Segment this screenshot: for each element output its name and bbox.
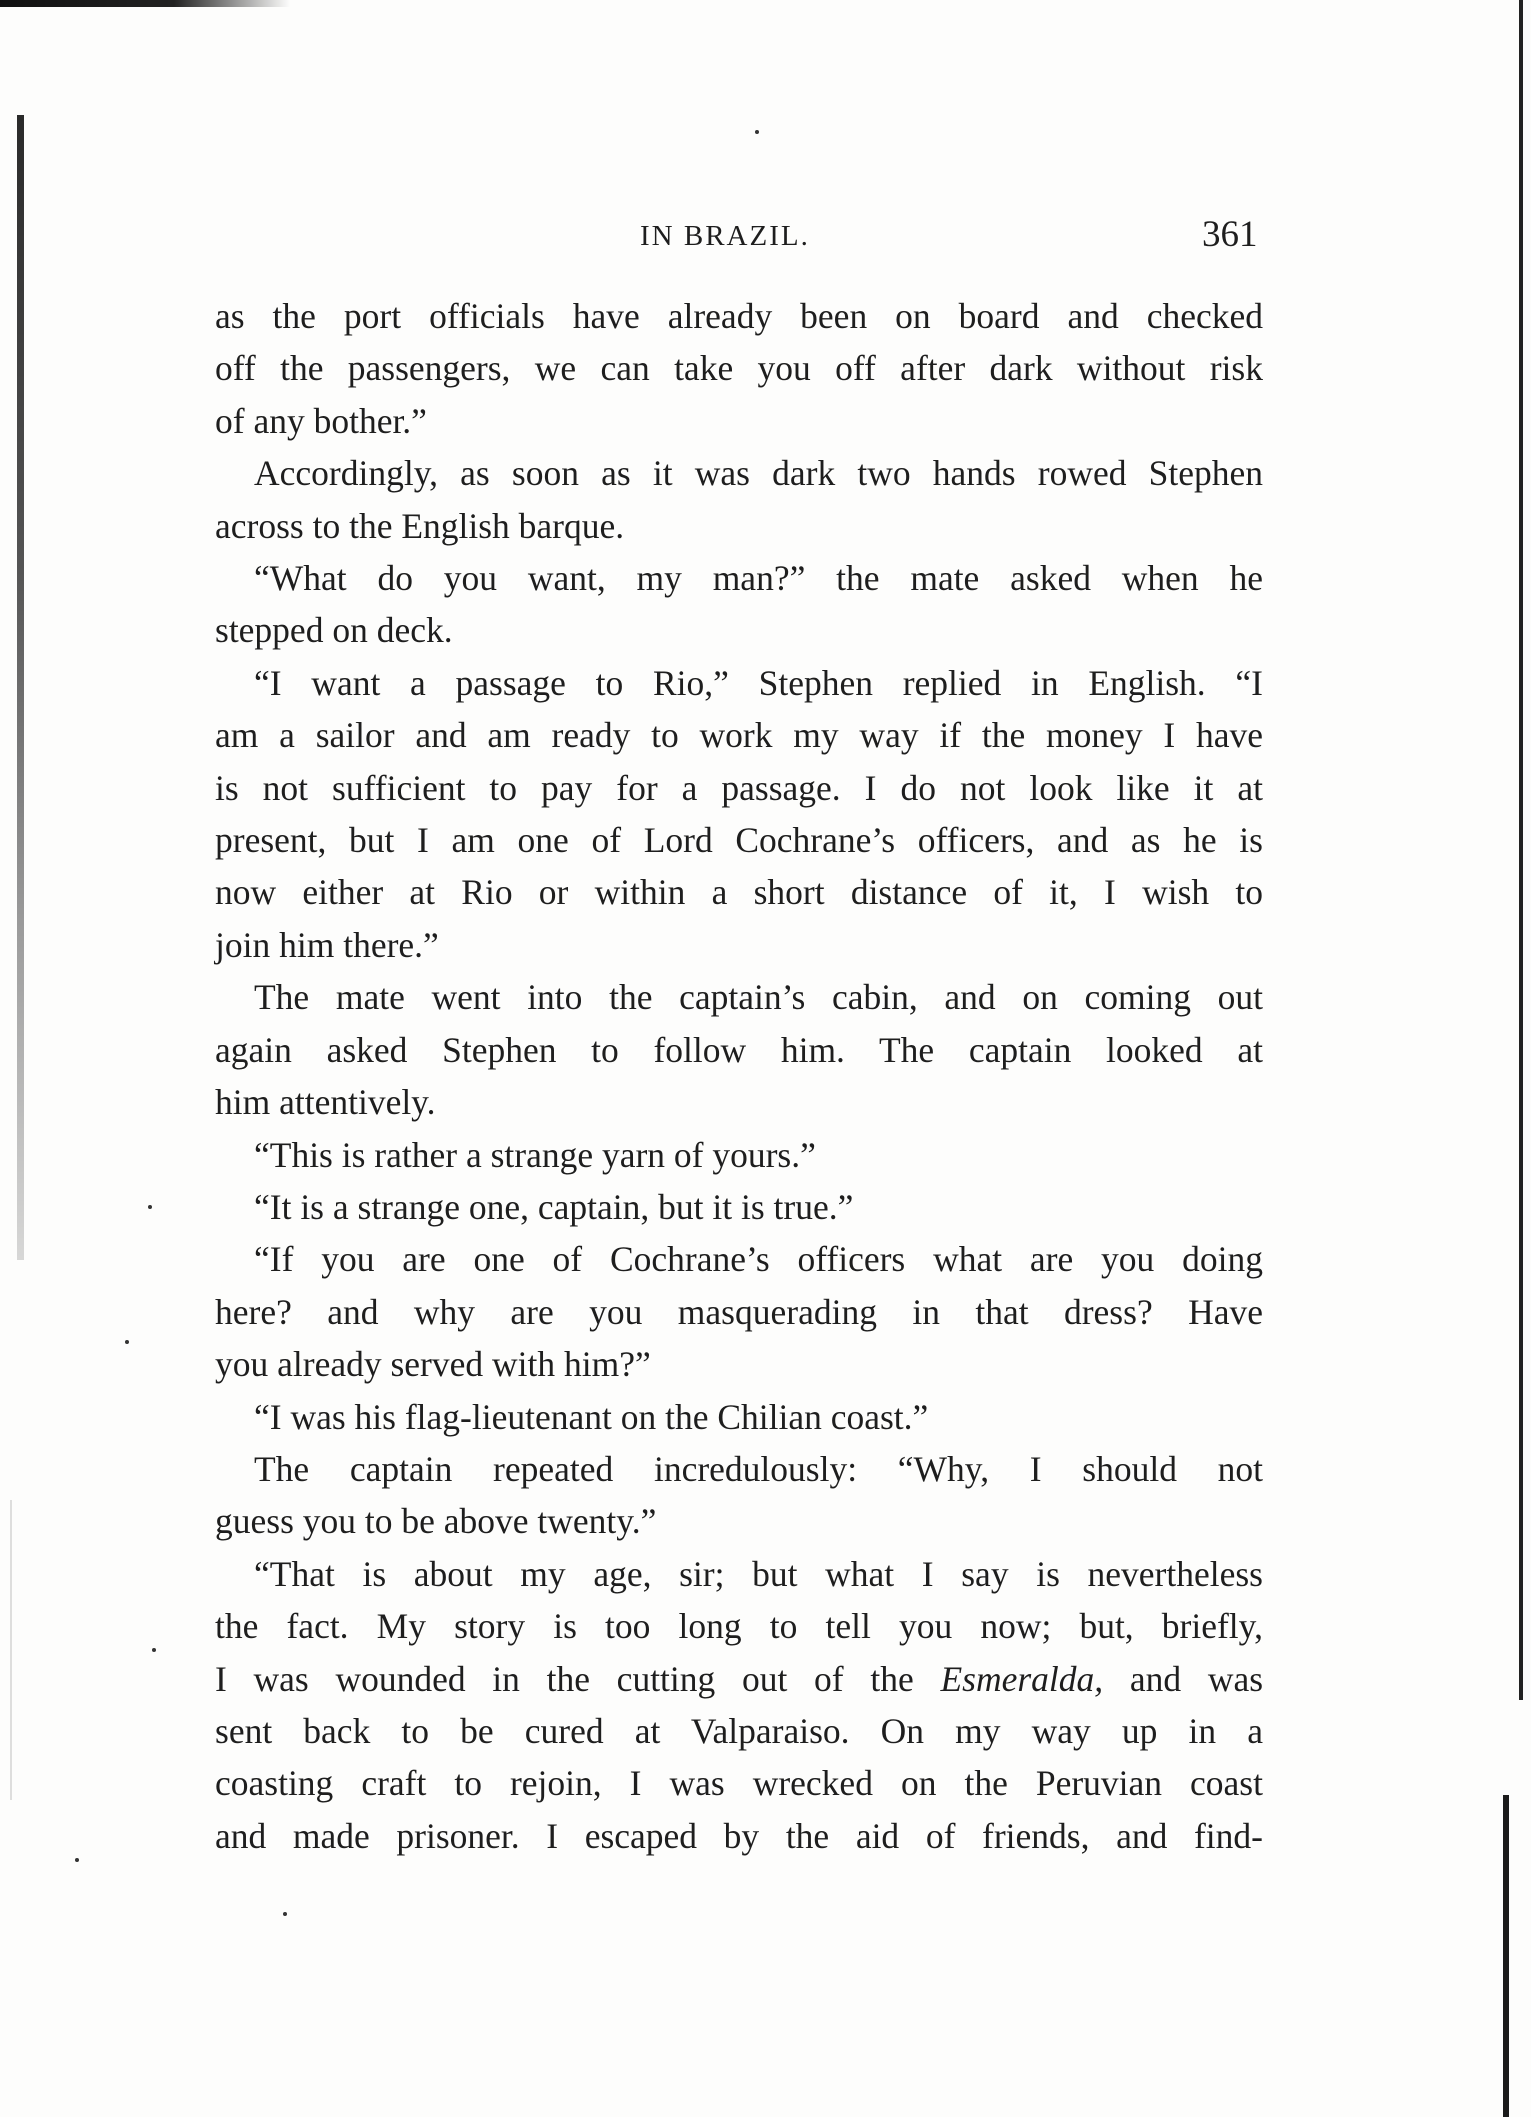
text-line: of any bother.” bbox=[215, 400, 427, 441]
text-line: coasting craft to rejoin, I was wrecked on the Peruvian coast bbox=[215, 1763, 1263, 1804]
scan-artifact-right-edge-lower bbox=[1503, 1795, 1509, 2117]
running-head: IN BRAZIL. bbox=[640, 220, 810, 252]
text-line: The captain repeated incredulously: “Why, I should not bbox=[254, 1448, 1263, 1489]
text-line: Accordingly, as soon as it was dark two hands rowed Stephen bbox=[254, 453, 1263, 494]
text-line: present, but I am one of Lord Cochrane’s officers, and as he is bbox=[215, 820, 1263, 861]
text-line: “I want a passage to Rio,” Stephen replied in English. “I bbox=[254, 662, 1263, 703]
text-line: “I was his flag-lieutenant on the Chilian coast.” bbox=[254, 1396, 929, 1437]
text-line: and made prisoner. I escaped by the aid of friends, and find- bbox=[215, 1815, 1263, 1856]
text-line: as the port officials have already been on board and checked bbox=[215, 296, 1263, 336]
text-line: sent back to be cured at Valparaiso. On my way up in a bbox=[215, 1710, 1263, 1751]
speck bbox=[283, 1912, 287, 1916]
text-line: “What do you want, my man?” the mate asked when he bbox=[254, 558, 1263, 599]
text-line: again asked Stephen to follow him. The captain looked at bbox=[215, 1029, 1263, 1070]
speck bbox=[125, 1340, 129, 1344]
body-text bbox=[215, 290, 1263, 1862]
text-line: am a sailor and am ready to work my way if the money I have bbox=[215, 715, 1263, 756]
text-line-part: I was wounded in the cutting out of the bbox=[215, 1658, 914, 1699]
speck bbox=[148, 1205, 152, 1209]
text-line: is not sufficient to pay for a passage. I do not look like it at bbox=[215, 767, 1263, 808]
text-line: guess you to be above twenty.” bbox=[215, 1501, 657, 1542]
speck bbox=[75, 1858, 79, 1862]
text-line: him attentively. bbox=[215, 1082, 436, 1123]
text-line: off the passengers, we can take you off after dark without risk bbox=[215, 348, 1263, 389]
text-line: “If you are one of Cochrane’s officers what are you doing bbox=[254, 1239, 1263, 1280]
ship-name: Esmeralda, bbox=[940, 1658, 1104, 1699]
text-line: “It is a strange one, captain, but it is true.” bbox=[254, 1186, 854, 1227]
text-line-part: and was bbox=[1129, 1658, 1264, 1699]
text-line: across to the English barque. bbox=[215, 505, 625, 546]
text-line: “This is rather a strange yarn of yours.” bbox=[254, 1134, 816, 1175]
scan-artifact-top bbox=[0, 0, 290, 7]
text-line bbox=[215, 1653, 1263, 1705]
text-line: you already served with him?” bbox=[215, 1344, 651, 1385]
text-line: stepped on deck. bbox=[215, 610, 453, 651]
scan-artifact-binding bbox=[17, 115, 24, 1260]
text-line: here? and why are you masquerading in that dress? Have bbox=[215, 1291, 1263, 1332]
text-line: The mate went into the captain’s cabin, and on coming out bbox=[254, 977, 1263, 1018]
scan-artifact-binding-faint bbox=[10, 1500, 12, 1800]
text-line: “That is about my age, sir; but what I say is nevertheless bbox=[254, 1553, 1263, 1594]
page-number: 361 bbox=[1202, 214, 1258, 255]
scan-artifact-right-edge bbox=[1519, 0, 1523, 1700]
speck bbox=[152, 1648, 156, 1652]
speck bbox=[755, 130, 759, 134]
text-line: the fact. My story is too long to tell you now; but, briefly, bbox=[215, 1606, 1263, 1647]
text-line: join him there.” bbox=[215, 924, 439, 965]
text-line: now either at Rio or within a short distance of it, I wish to bbox=[215, 872, 1263, 913]
